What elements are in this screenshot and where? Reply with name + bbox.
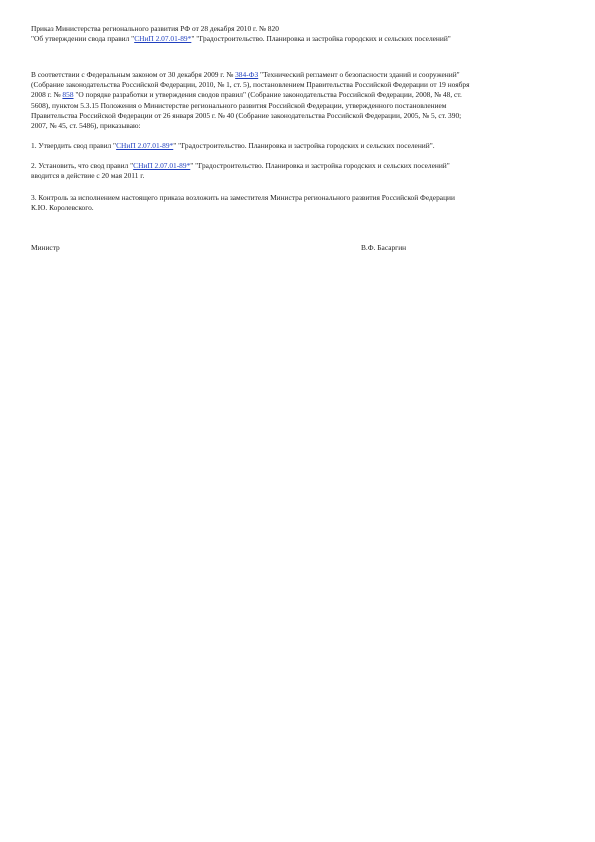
preamble-paragraph: В соответствии с Федеральным законом от 30 декабря 2009 г. № 384-ФЗ "Технический регламент о безопасности зданий и сооружений" (Собрание законодательства Российской Федерации, 2010, № 1, ст. 5), постановлением Правительства Российской Федерации от 19 ноября 2008 г. № 858 "О порядке разработки и утверждения сводов правил" (Собрание законодательства Российской Федерации, 2008, № 48, ст. 5608), пунктом 5.3.15 Положения о Министерстве регионального развития Российской Федерации, утвержденного постановлением Правительства Российской Федерации от 26 января 2005 г. № 40 (Собрание законодательства Российской Федерации, 2005, № 5, ст. 390; 2007, № 45, ст. 5486), приказываю: [31, 70, 470, 131]
federal-law-link[interactable]: 384-ФЗ [235, 70, 259, 79]
resolution-858-link[interactable]: 858 [62, 90, 74, 100]
signatory-name: В.Ф. Басаргин [361, 243, 407, 252]
document-title: Приказ Министерства регионального развития РФ от 28 декабря 2010 г. № 820 [31, 24, 279, 33]
document-header [31, 24, 551, 44]
signatory-title: Министр [31, 243, 60, 252]
snip-link-item2[interactable]: СНиП 2.07.01-89* [133, 161, 191, 170]
order-item-2: 2. Установить, что свод правил "СНиП 2.07.01-89*" "Градостроительство. Планировка и застройка городских и сельских поселений" вводится в действие с 20 мая 2011 г. [31, 161, 450, 181]
snip-link-item1[interactable]: СНиП 2.07.01-89* [116, 141, 174, 150]
order-item-1: 1. Утвердить свод правил "СНиП 2.07.01-89*" "Градостроительство. Планировка и застройка городских и сельских поселений". [31, 141, 435, 150]
order-item-3: 3. Контроль за исполнением настоящего приказа возложить на заместителя Министра регионального развития Российской Федерации К.Ю. Королевского. [31, 193, 455, 213]
document-subtitle: "Об утверждении свода правил "СНиП 2.07.01-89*" "Градостроительство. Планировка и застройка городских и сельских поселений" [31, 34, 451, 44]
snip-link-header[interactable]: СНиП 2.07.01-89* [134, 34, 192, 44]
